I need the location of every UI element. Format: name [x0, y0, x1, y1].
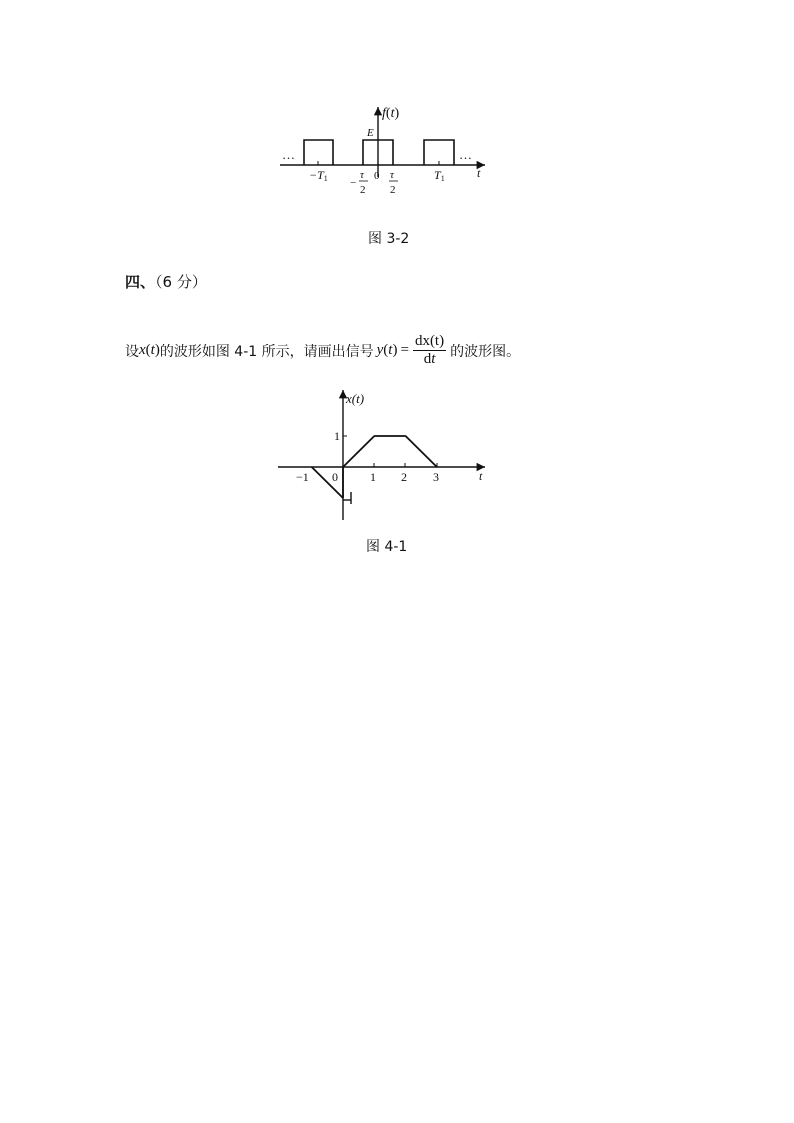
derivative-fraction	[413, 333, 446, 368]
section-number: 四、	[125, 273, 156, 291]
waveform-point	[374, 435, 375, 436]
figure-4-1	[270, 385, 500, 525]
question-text: 设 x ( t ) 的波形如图 4-1 所示，请画出信号 y ( t ) = $\frac{dx(t)}{dt}$ 的波形图。	[125, 333, 521, 367]
figure-4-1-svg	[270, 385, 500, 525]
fraction-numerator: dx(t)	[414, 333, 445, 349]
question-prefix: 设	[125, 343, 139, 360]
t-axis-label: t	[477, 166, 481, 180]
tick-tau: τ	[390, 169, 394, 181]
waveform-segment	[312, 467, 343, 498]
tick-neg-T1: −T1	[309, 168, 328, 183]
question-suffix: 的波形图。	[450, 343, 521, 360]
equals-sign: =	[400, 342, 409, 358]
waveform-segment	[406, 436, 437, 467]
waveform-point	[342, 497, 343, 498]
x-tick-2: 2	[401, 470, 407, 484]
section-heading	[125, 271, 207, 292]
tick-T1: T1	[434, 168, 445, 183]
x-tick-neg1: −1	[296, 470, 309, 484]
figure-3-2-svg	[270, 95, 500, 205]
section-points: （6 分）	[155, 273, 207, 291]
waveform-point	[342, 466, 343, 467]
x-axis-label: t	[479, 469, 483, 483]
figure-4-1-caption: 图 4-1	[366, 539, 408, 555]
amplitude-label: E	[367, 127, 374, 139]
waveform-point	[311, 466, 312, 467]
waveform-point	[436, 466, 437, 467]
var-t: t	[150, 342, 155, 358]
waveform-point	[405, 435, 406, 436]
tick-neg-tau-2: 2	[360, 184, 366, 196]
var-x: x	[139, 342, 146, 358]
tick-zero: 0	[374, 170, 380, 182]
x-tick-0: 0	[332, 470, 338, 484]
tick-tau-2: 2	[390, 184, 396, 196]
tick-neg-tau: τ	[360, 169, 364, 181]
fraction-denominator: dt	[423, 351, 436, 367]
ellipsis-left: …	[282, 147, 295, 162]
tick-neg-tau-minus: −	[350, 177, 357, 189]
figure-3-2-caption: 图 3-2	[368, 231, 410, 247]
f-label: f(t)	[382, 106, 400, 121]
x-tick-3: 3	[433, 470, 439, 484]
figure-3-2	[270, 95, 500, 205]
y-axis-label: x(t)	[346, 391, 365, 406]
var-y: y	[376, 342, 384, 358]
x-tick-1: 1	[370, 470, 376, 484]
ellipsis-right: …	[459, 147, 472, 162]
question-middle: 的波形如图 4-1 所示，请画出信号	[159, 343, 374, 360]
y-tick-1: 1	[334, 429, 340, 443]
waveform-segment	[343, 436, 374, 467]
